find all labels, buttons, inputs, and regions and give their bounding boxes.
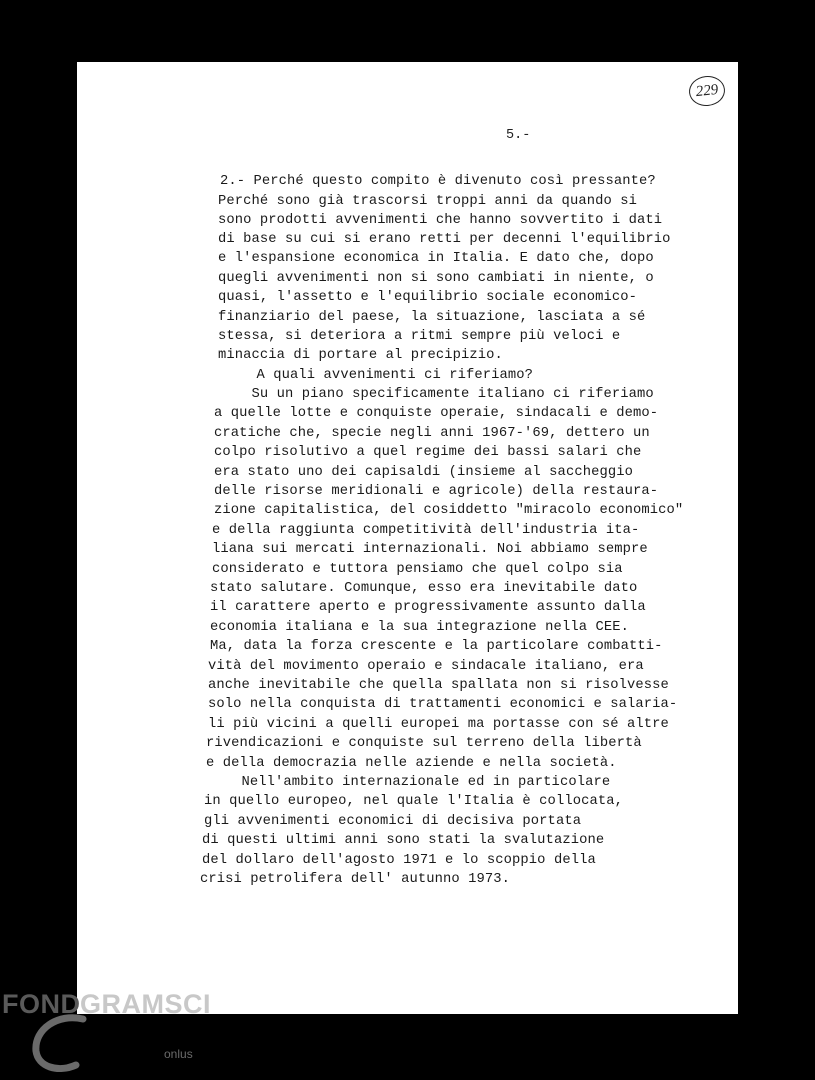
- text-line: minaccia di portare al precipizio.: [218, 348, 503, 363]
- text-line: colpo risolutivo a quel regime dei bassi salari che: [214, 445, 642, 460]
- text-line: rivendicazioni e conquiste sul terreno della libertà: [206, 736, 642, 751]
- text-line: Nell'ambito internazionale ed in particolare: [208, 775, 611, 790]
- watermark-fond-text: FOND: [2, 989, 81, 1019]
- archive-number-stamp: 229: [688, 74, 727, 108]
- text-line: di questi ultimi anni sono stati la svalutazione: [202, 833, 605, 848]
- text-line: considerato e tuttora pensiamo che quel colpo sia: [212, 562, 623, 577]
- text-line: li più vicini a quelli europei ma portasse con sé altre: [208, 717, 669, 732]
- text-line: sono prodotti avvenimenti che hanno sovvertito i dati: [218, 213, 663, 228]
- text-line: del dollaro dell'agosto 1971 e lo scoppio della: [202, 853, 596, 868]
- text-line: in quello europeo, nel quale l'Italia è collocata,: [204, 794, 623, 809]
- text-line: Ma, data la forza crescente e la particolare combatti-: [210, 639, 663, 654]
- text-line: e della democrazia nelle aziende e nella società.: [206, 756, 617, 771]
- text-line: stato salutare. Comunque, esso era inevitabile dato: [210, 581, 638, 596]
- text-line: Perché sono già trascorsi troppi anni da quando si: [218, 194, 637, 209]
- text-line: vità del movimento operaio e sindacale italiano, era: [208, 659, 644, 674]
- text-line: e l'espansione economica in Italia. E dato che, dopo: [218, 251, 654, 266]
- text-line: gli avvenimenti economici di decisiva portata: [204, 814, 582, 829]
- text-line: 2.- Perché questo compito è divenuto così pressante?: [220, 174, 656, 189]
- text-line: era stato uno dei capisaldi (insieme al saccheggio: [214, 465, 633, 480]
- text-line: cratiche che, specie negli anni 1967-'69, dettero un: [214, 426, 650, 441]
- watermark-onlus-text: onlus: [164, 1047, 193, 1061]
- text-line: economia italiana e la sua integrazione nella CEE.: [210, 620, 629, 635]
- text-line: quasi, l'assetto e l'equilibrio sociale economico-: [218, 290, 637, 305]
- text-line: a quelle lotte e conquiste operaie, sindacali e demo-: [214, 406, 659, 421]
- fondazione-gramsci-watermark: [0, 985, 220, 1080]
- document-page: [77, 62, 738, 1014]
- text-line: delle risorse meridionali e agricole) della restaura-: [214, 484, 659, 499]
- text-line: stessa, si deteriora a ritmi sempre più veloci e: [218, 329, 621, 344]
- text-line: quegli avvenimenti non si sono cambiati in niente, o: [218, 271, 654, 286]
- text-line: zione capitalistica, del cosiddetto "miracolo economico": [214, 503, 684, 518]
- text-line: di base su cui si erano retti per decenni l'equilibrio: [218, 232, 671, 247]
- text-line: Su un piano specificamente italiano ci riferiamo: [218, 387, 654, 402]
- text-line: crisi petrolifera dell' autunno 1973.: [200, 872, 511, 887]
- text-line: e della raggiunta competitività dell'industria ita-: [212, 523, 640, 538]
- page-number: 5.-: [506, 128, 531, 143]
- text-line: il carattere aperto e progressivamente assunto dalla: [210, 600, 646, 615]
- text-line: solo nella conquista di trattamenti economici e salaria-: [208, 697, 678, 712]
- watermark-gramsci-text: GRAMSCI: [80, 989, 211, 1019]
- text-line: liana sui mercati internazionali. Noi abbiamo sempre: [212, 542, 648, 557]
- text-line: finanziario del paese, la situazione, lasciata a sé: [218, 310, 646, 325]
- text-line: A quali avvenimenti ci riferiamo?: [223, 368, 534, 383]
- text-line: anche inevitabile che quella spallata non si risolvesse: [208, 678, 669, 693]
